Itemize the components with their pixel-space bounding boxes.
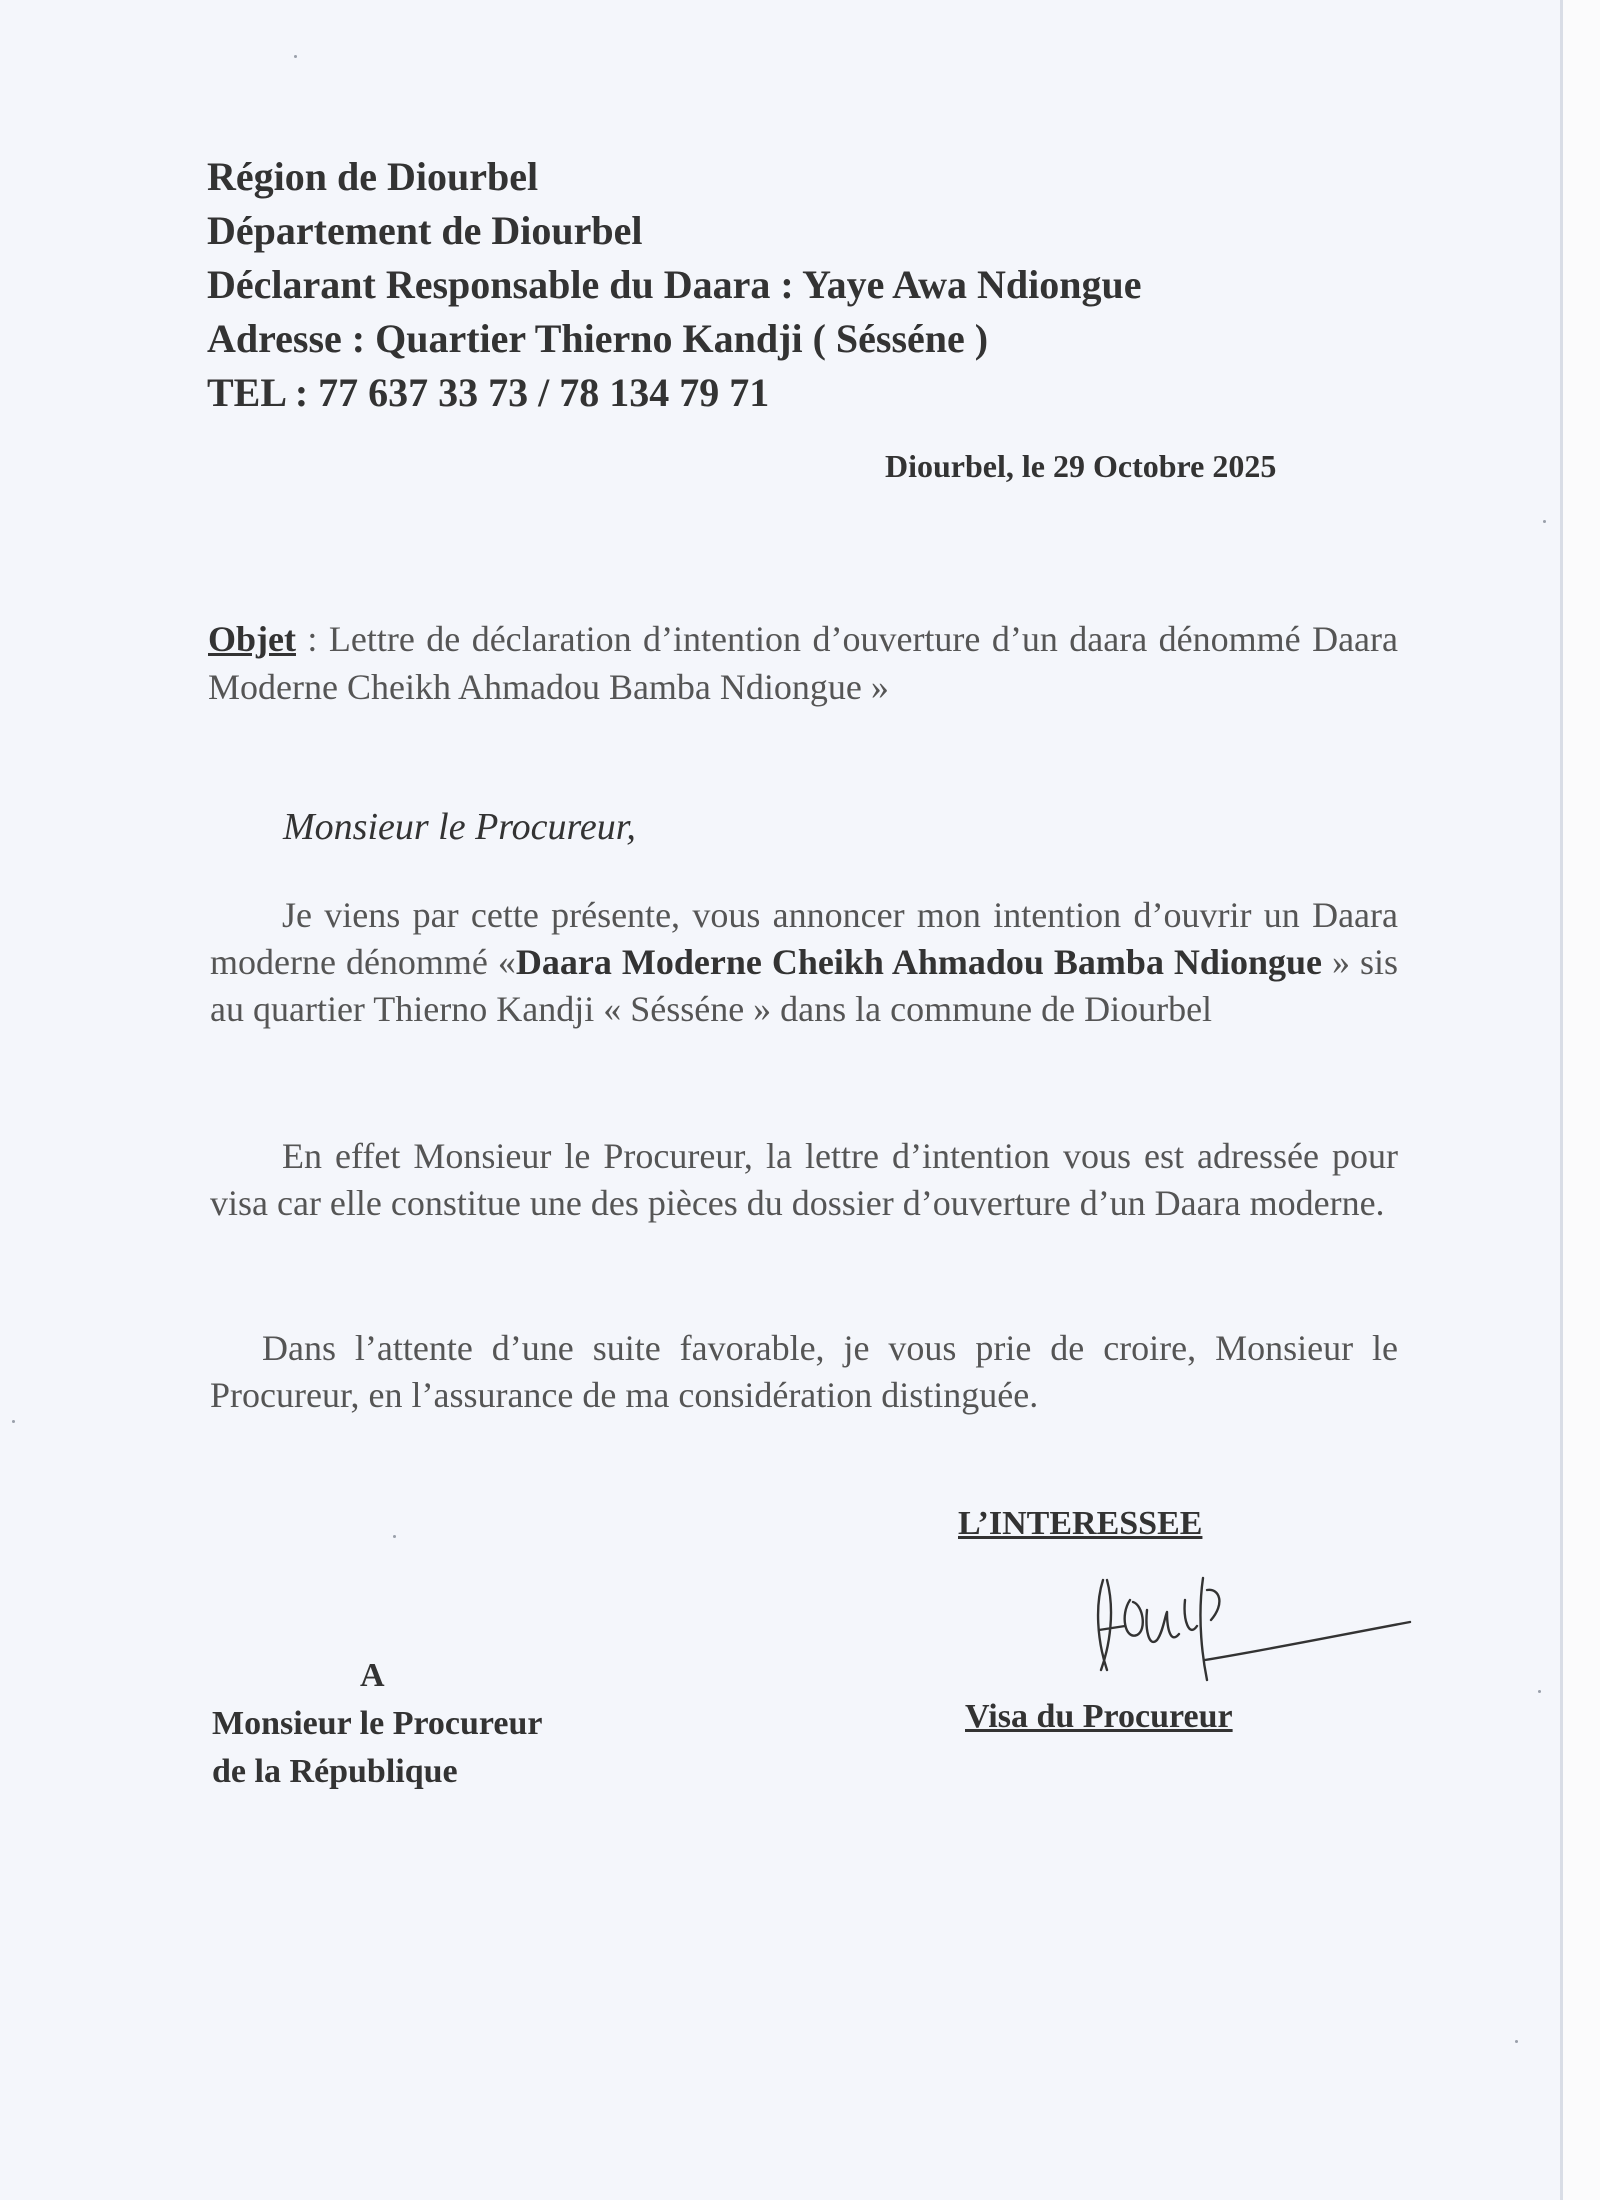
scan-speck [1515,2040,1518,2043]
paragraph-intention [210,892,1398,1033]
header-declarant: Déclarant Responsable du Daara : Yaye Awa Ndiongue [207,262,1142,307]
scan-speck [12,1420,15,1423]
addressee-a: A [360,1657,385,1694]
letter-date: Diourbel, le 29 Octobre 2025 [885,448,1277,484]
scan-speck [1538,1690,1541,1693]
scan-speck [294,55,297,58]
handwritten-signature [1085,1560,1415,1690]
paragraph-intention-start: Je viens par cette présente, vous annoncer mon intention d’ouvrir un Daara moderne dénommé « [210,895,1398,982]
paragraph-purpose: En effet Monsieur le Procureur, la lettre d’intention vous est adressée pour visa car elle constitue une des pièces du dossier d’ouverture d’un Daara moderne. [210,1136,1398,1223]
header-department: Département de Diourbel [207,208,643,253]
header-region: Région de Diourbel [207,154,539,199]
daara-name: Daara Moderne Cheikh Ahmadou Bamba Ndiongue [515,942,1322,982]
prosecutor-visa-label: Visa du Procureur [965,1698,1233,1735]
salutation: Monsieur le Procureur, [283,806,636,848]
addressee-line-2: de la République [212,1753,458,1790]
paragraph-closing: Dans l’attente d’une suite favorable, je vous prie de croire, Monsieur le Procureur, en l’assurance de ma considération distinguée. [210,1328,1398,1415]
header-address: Adresse : Quartier Thierno Kandji ( Sésséne ) [207,316,989,361]
addressee-block [212,1652,543,1796]
subject-line [208,615,1398,711]
subject-label: Objet [208,619,296,659]
sender-header [207,150,1141,420]
paragraph-intention-end: » sis au quartier Thierno Kandji « Sésséne » dans la commune de Diourbel [210,942,1398,1029]
scan-speck [393,1535,396,1538]
scan-speck [1543,520,1546,523]
signatory-title: L’INTERESSEE [958,1505,1203,1542]
addressee-line-1: Monsieur le Procureur [212,1705,543,1742]
header-phone: TEL : 77 637 33 73 / 78 134 79 71 [207,370,770,415]
subject-text: : Lettre de déclaration d’intention d’ouverture d’un daara dénommé Daara Moderne Cheikh Ahmadou Bamba Ndiongue » [208,619,1398,707]
scan-edge [1563,0,1600,2200]
